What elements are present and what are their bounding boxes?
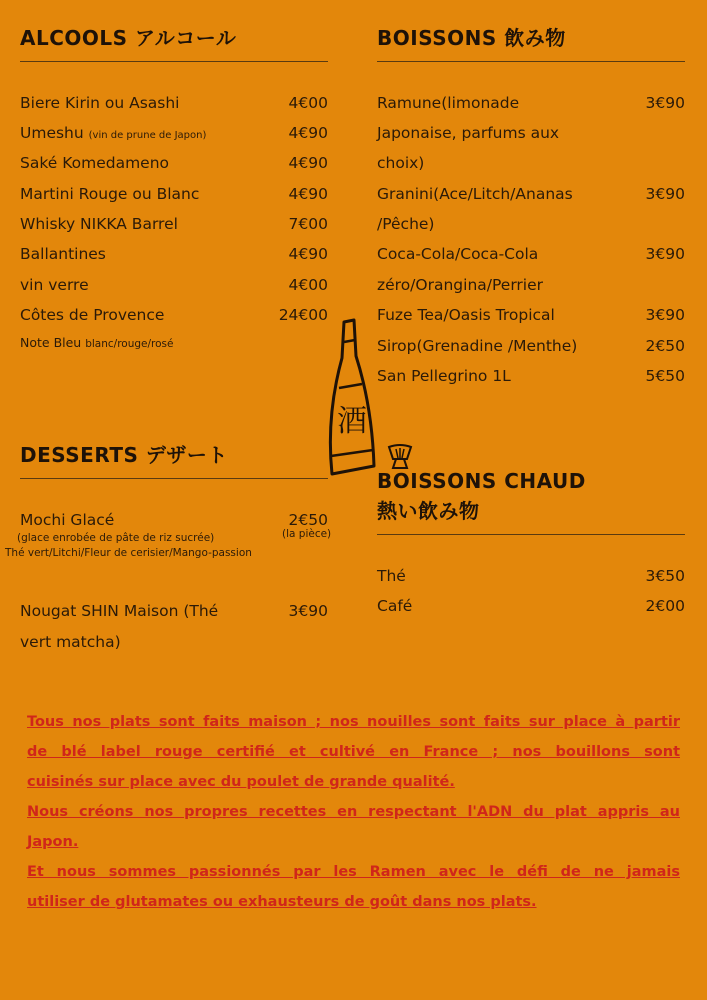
divider <box>20 61 328 62</box>
menu-item-cont: choix) <box>377 154 425 172</box>
price: 24€00 <box>278 306 328 324</box>
price: 3€90 <box>288 602 328 620</box>
menu-item <box>20 118 206 151</box>
menu-item: vin verre <box>20 276 89 294</box>
price: 3€50 <box>645 567 685 585</box>
footer-line: Japon. <box>27 834 79 850</box>
footer-line: Tous nos plats sont faits maison ; nos nouilles sont faits sur place à partir <box>27 714 680 730</box>
item-note: blanc/rouge/rosé <box>85 338 174 350</box>
price: 3€90 <box>645 306 685 324</box>
chaud-heading: BOISSONS CHAUD <box>377 469 586 493</box>
divider <box>377 61 685 62</box>
menu-item: Saké Komedameno <box>20 154 170 172</box>
divider <box>377 534 685 535</box>
footer-line: Nous créons nos propres recettes en respectant l'ADN du plat appris au <box>27 804 680 820</box>
menu-item: Ramune(limonade <box>377 94 520 112</box>
price: 3€90 <box>645 185 685 203</box>
menu-item-cont: vert matcha) <box>20 633 121 651</box>
alcools-heading: ALCOOLS アルコール <box>20 26 237 50</box>
chaud-heading-jp: 熱い飲み物 <box>377 499 480 523</box>
price: 3€90 <box>645 245 685 263</box>
item-description: (glace enrobée de pâte de riz sucrée) <box>17 532 215 544</box>
price: 4€00 <box>288 94 328 112</box>
price: 4€90 <box>288 154 328 172</box>
price: 4€90 <box>288 124 328 142</box>
menu-item: Whisky NIKKA Barrel <box>20 215 178 233</box>
menu-item: Mochi Glacé <box>20 511 115 529</box>
price: 2€50 <box>645 337 685 355</box>
desserts-heading: DESSERTS デザート <box>20 443 228 467</box>
price: 2€50 <box>288 511 328 529</box>
menu-item-cont: Japonaise, parfums aux <box>377 124 560 142</box>
menu-item: Thé <box>377 567 406 585</box>
price: 3€90 <box>645 94 685 112</box>
price: 4€00 <box>288 276 328 294</box>
footer-line: de blé label rouge certifié et cultivé en France ; nos bouillons sont <box>27 744 680 760</box>
menu-item: Côtes de Provence <box>20 306 165 324</box>
footer-line: cuisinés sur place avec du poulet de grande qualité. <box>27 774 455 790</box>
price: 4€90 <box>288 185 328 203</box>
menu-item: Martini Rouge ou Blanc <box>20 185 200 203</box>
menu-item-cont: /Pêche) <box>377 215 435 233</box>
note-bleu <box>20 335 173 350</box>
menu-item: Café <box>377 597 413 615</box>
menu-item-cont: zéro/Orangina/Perrier <box>377 276 544 294</box>
item-name: Umeshu <box>20 124 84 142</box>
price: 7€00 <box>288 215 328 233</box>
footer-line: Et nous sommes passionnés par les Ramen avec le défi de ne jamais <box>27 864 680 880</box>
menu-item: Biere Kirin ou Asashi <box>20 94 180 112</box>
menu-item: Nougat SHIN Maison (Thé <box>20 602 219 620</box>
boissons-heading: BOISSONS 飲み物 <box>377 26 566 50</box>
sake-cup-icon <box>387 443 413 471</box>
item-flavors: Thé vert/Litchi/Fleur de cerisier/Mango-passion <box>5 547 252 559</box>
menu-item: Sirop(Grenadine /Menthe) <box>377 337 578 355</box>
menu-item: Fuze Tea/Oasis Tropical <box>377 306 555 324</box>
menu-item: Ballantines <box>20 245 106 263</box>
divider <box>20 478 328 479</box>
price: 4€90 <box>288 245 328 263</box>
bottle-label: 酒 <box>337 404 367 439</box>
price: 2€00 <box>645 597 685 615</box>
item-name: Note Bleu <box>20 335 82 350</box>
price-unit: (la pièce) <box>282 528 332 540</box>
item-note: (vin de prune de Japon) <box>88 130 207 141</box>
menu-item: Coca-Cola/Coca-Cola <box>377 245 539 263</box>
footer-line: utiliser de glutamates ou exhausteurs de goût dans nos plats. <box>27 894 537 910</box>
footer-statement <box>27 707 680 917</box>
sake-bottle-icon <box>322 316 382 478</box>
price: 5€50 <box>645 367 685 385</box>
menu-item: San Pellegrino 1L <box>377 367 511 385</box>
menu-item: Granini(Ace/Litch/Ananas <box>377 185 573 203</box>
